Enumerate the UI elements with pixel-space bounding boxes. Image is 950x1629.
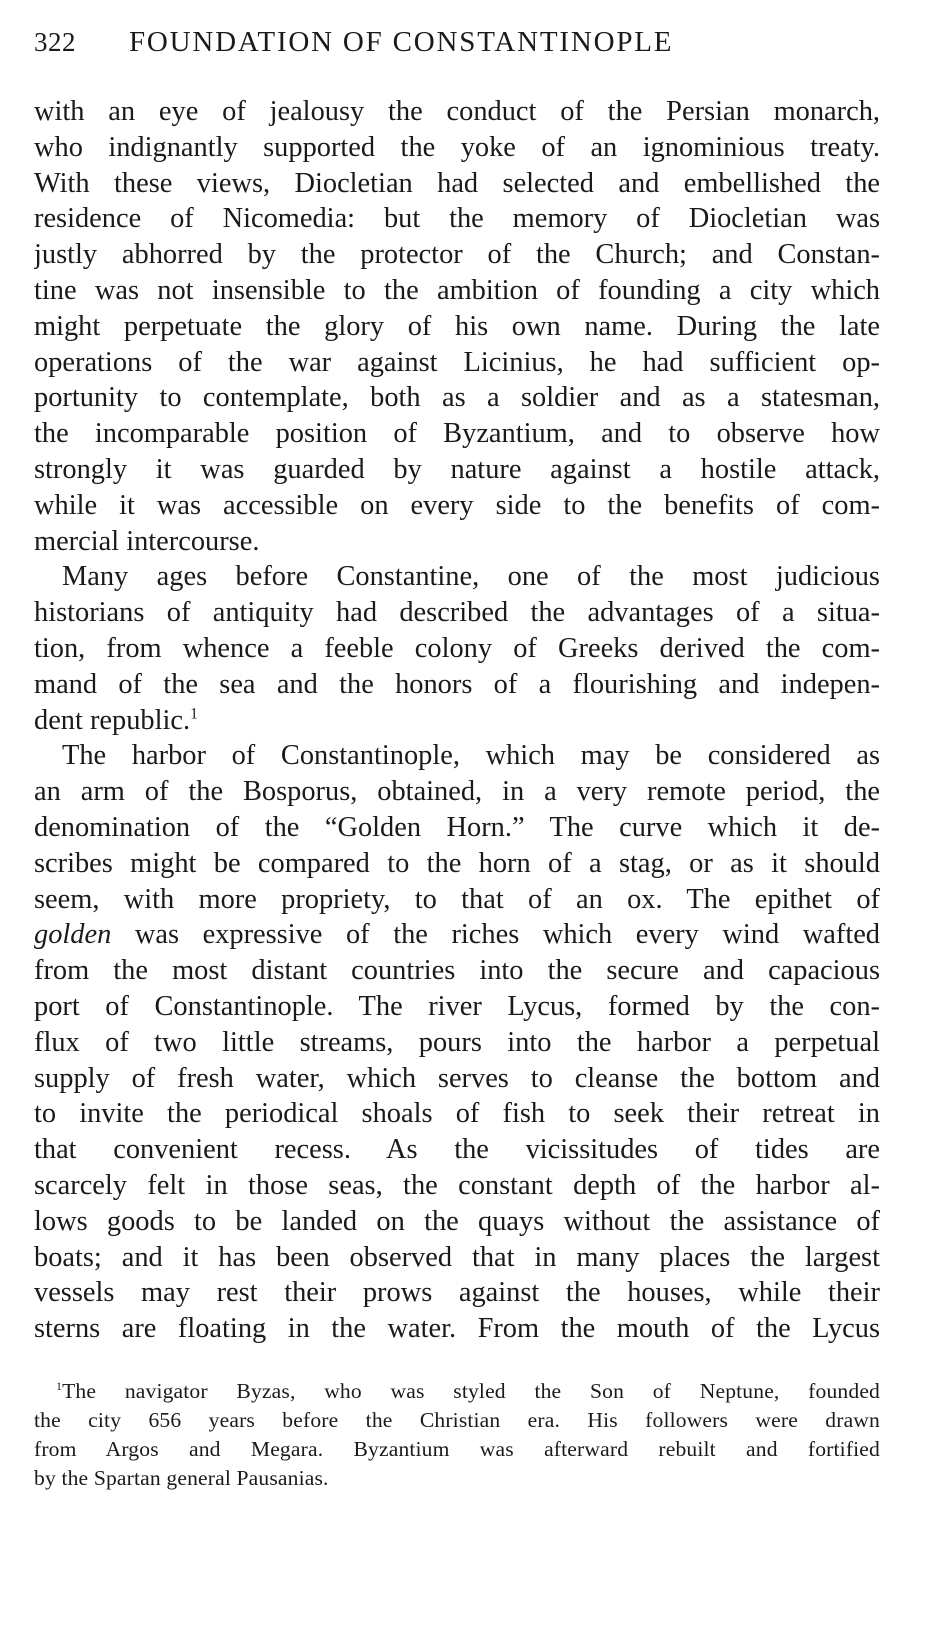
text-line: port of Constantinople. The river Lycus, formed by the con-: [34, 990, 880, 1022]
text-line: who indignantly supported the yoke of an ignominious treaty.: [34, 131, 880, 163]
text-line: to invite the periodical shoals of fish to seek their retreat in: [34, 1098, 880, 1130]
text-line: might perpetuate the glory of his own name. During the late: [34, 310, 880, 342]
paragraph-1: [34, 94, 880, 559]
footnote-line: the city 656 years before the Christian era. His followers were drawn: [34, 1407, 880, 1432]
text-line: denomination of the “Golden Horn.” The curve which it de-: [34, 811, 880, 843]
running-head: [34, 26, 880, 78]
text-line: [34, 703, 880, 739]
text-line-content: dent republic.: [34, 704, 191, 736]
footnote-line: by the Spartan general Pausanias.: [34, 1465, 329, 1490]
text-line: sterns are floating in the water. From the mouth of the Lycus: [34, 1313, 880, 1345]
text-line: with an eye of jealousy the conduct of the Persian monarch,: [34, 96, 880, 127]
text-line: tion, from whence a feeble colony of Greeks derived the com-: [34, 632, 880, 664]
text-line: the incomparable position of Byzantium, and to observe how: [34, 418, 880, 450]
body-text: [34, 94, 880, 1347]
footnote-text: The navigator Byzas, who was styled the Son of Neptune, founded: [62, 1378, 880, 1403]
paragraph-3: [34, 738, 880, 1347]
text-line: while it was accessible on every side to the benefits of com-: [34, 489, 880, 521]
text-line: lows goods to be landed on the quays without the assistance of: [34, 1205, 880, 1237]
text-line: from the most distant countries into the secure and capacious: [34, 955, 880, 987]
text-line: strongly it was guarded by nature against a hostile attack,: [34, 453, 880, 485]
text-line: operations of the war against Licinius, he had sufficient op-: [34, 346, 880, 378]
paragraph-2: [34, 559, 880, 738]
text-line: scribes might be compared to the horn of a stag, or as it should: [34, 847, 880, 879]
page-number: 322: [34, 27, 76, 57]
footnote-line: from Argos and Megara. Byzantium was afterward rebuilt and fortified: [34, 1436, 880, 1461]
text-line: With these views, Diocletian had selected and embellished the: [34, 167, 880, 199]
text-line: tine was not insensible to the ambition of founding a city which: [34, 274, 880, 306]
text-line: mercial intercourse.: [34, 525, 260, 557]
text-line: flux of two little streams, pours into the harbor a perpetual: [34, 1026, 880, 1058]
footnote-marker: 1: [56, 1378, 63, 1393]
text-line: Many ages before Constantine, one of the most judicious: [62, 561, 880, 593]
text-line: scarcely felt in those seas, the constant depth of the harbor al-: [34, 1169, 880, 1201]
text-line: seem, with more propriety, to that of an ox. The epithet of: [34, 883, 880, 915]
text-line: that convenient recess. As the vicissitudes of tides are: [34, 1134, 880, 1166]
footnote-reference[interactable]: 1: [190, 705, 198, 723]
text-line: The harbor of Constantinople, which may be considered as: [62, 740, 880, 772]
text-line: mand of the sea and the honors of a flourishing and indepen-: [34, 668, 880, 700]
footnotes: [34, 1377, 880, 1493]
text-line: residence of Nicomedia: but the memory of Diocletian was: [34, 203, 880, 235]
text-line: vessels may rest their prows against the houses, while their: [34, 1277, 880, 1309]
text-line: an arm of the Bosporus, obtained, in a very remote period, the: [34, 776, 880, 808]
text-line: portunity to contemplate, both as a soldier and as a statesman,: [34, 382, 880, 414]
chapter-title: FOUNDATION OF CONSTANTINOPLE: [129, 26, 674, 58]
text-line: supply of fresh water, which serves to cleanse the bottom and: [34, 1062, 880, 1094]
book-page: [34, 26, 880, 1493]
footnote-line: [34, 1377, 880, 1406]
italic-word: golden: [34, 919, 112, 951]
text-line: historians of antiquity had described the advantages of a situa-: [34, 597, 880, 629]
text-line: boats; and it has been observed that in many places the largest: [34, 1241, 880, 1273]
text-line-content: was expressive of the riches which every wind wafted: [111, 919, 880, 951]
text-line: [34, 917, 880, 953]
text-line: justly abhorred by the protector of the Church; and Constan-: [34, 239, 880, 271]
